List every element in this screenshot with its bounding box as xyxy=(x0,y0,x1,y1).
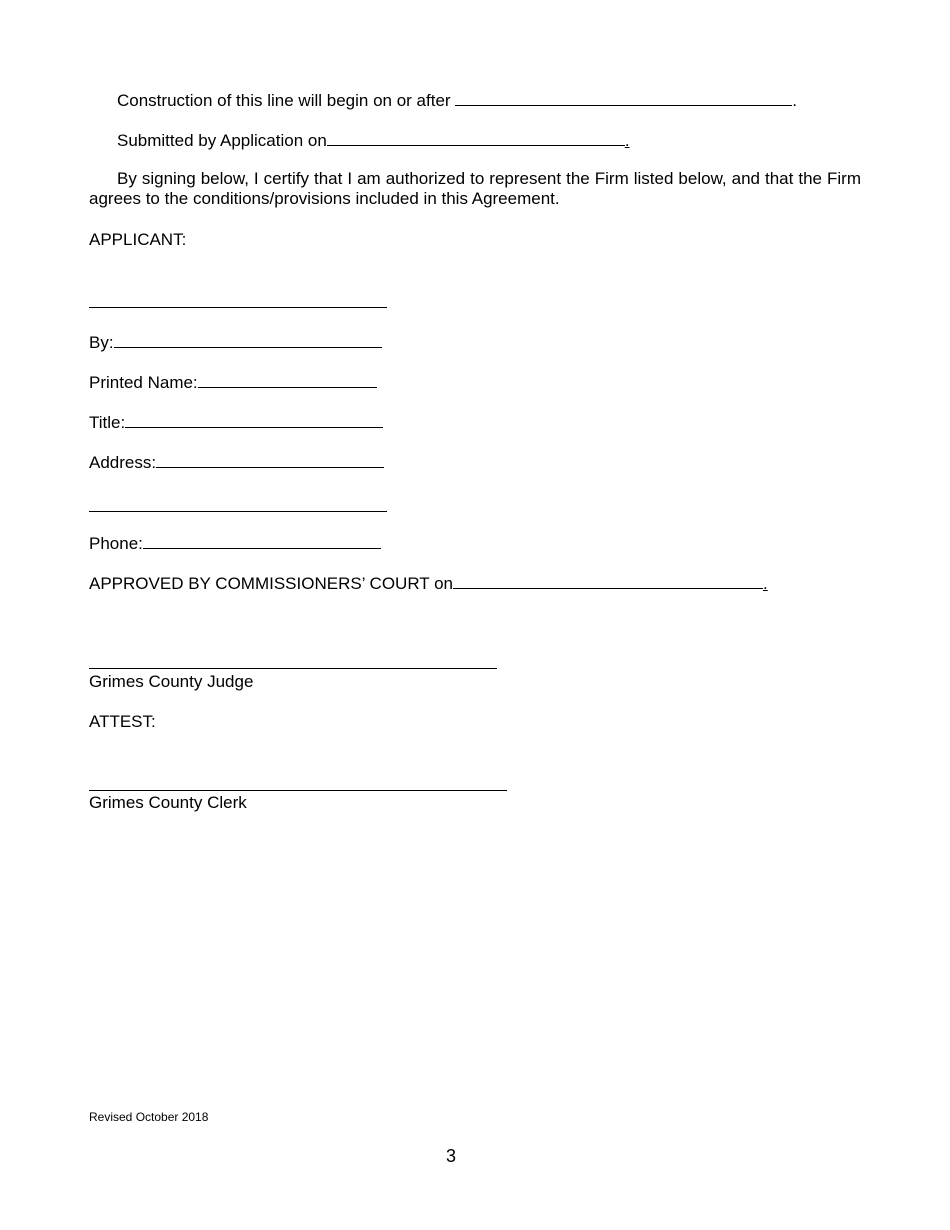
submitted-period: . xyxy=(624,131,630,150)
printed-name-line xyxy=(89,371,377,393)
address-field[interactable] xyxy=(156,451,384,468)
address-label: Address: xyxy=(89,453,157,472)
address-second-line[interactable] xyxy=(89,511,387,512)
submitted-date-field[interactable] xyxy=(327,129,625,146)
by-line xyxy=(89,331,382,353)
construction-start-line xyxy=(117,89,797,111)
by-label: By: xyxy=(89,333,114,352)
phone-line xyxy=(89,532,381,554)
approved-period: . xyxy=(763,574,768,593)
applicant-firm-signature-line[interactable] xyxy=(89,307,387,308)
approved-by-court-line xyxy=(89,572,768,594)
approved-by-court-label: APPROVED BY COMMISSIONERS’ COURT on xyxy=(89,574,454,593)
applicant-heading: APPLICANT: xyxy=(89,230,187,249)
by-field[interactable] xyxy=(114,331,382,348)
judge-label: Grimes County Judge xyxy=(89,672,254,691)
phone-field[interactable] xyxy=(143,532,381,549)
title-line xyxy=(89,411,383,433)
phone-label: Phone: xyxy=(89,534,143,553)
title-field[interactable] xyxy=(125,411,383,428)
address-line xyxy=(89,451,384,473)
title-label: Title: xyxy=(89,413,126,432)
construction-start-label: Construction of this line will begin on or after xyxy=(117,91,451,110)
construction-start-period: . xyxy=(792,91,798,110)
page-number: 3 xyxy=(446,1146,457,1166)
construction-start-date-field[interactable] xyxy=(455,89,792,106)
approved-date-field[interactable] xyxy=(453,572,763,589)
printed-name-label: Printed Name: xyxy=(89,373,198,392)
judge-signature-line[interactable] xyxy=(89,668,497,669)
certification-paragraph: By signing below, I certify that I am authorized to represent the Firm listed below, and that the Firm agrees to the conditions/provisions included in this Agreement. xyxy=(89,169,861,208)
clerk-signature-line[interactable] xyxy=(89,790,507,791)
attest-heading: ATTEST: xyxy=(89,712,156,731)
revised-date: Revised October 2018 xyxy=(89,1110,209,1124)
clerk-label: Grimes County Clerk xyxy=(89,793,247,812)
submitted-by-application-label: Submitted by Application on xyxy=(117,131,327,150)
printed-name-field[interactable] xyxy=(198,371,377,388)
submitted-by-application-line xyxy=(117,129,630,151)
